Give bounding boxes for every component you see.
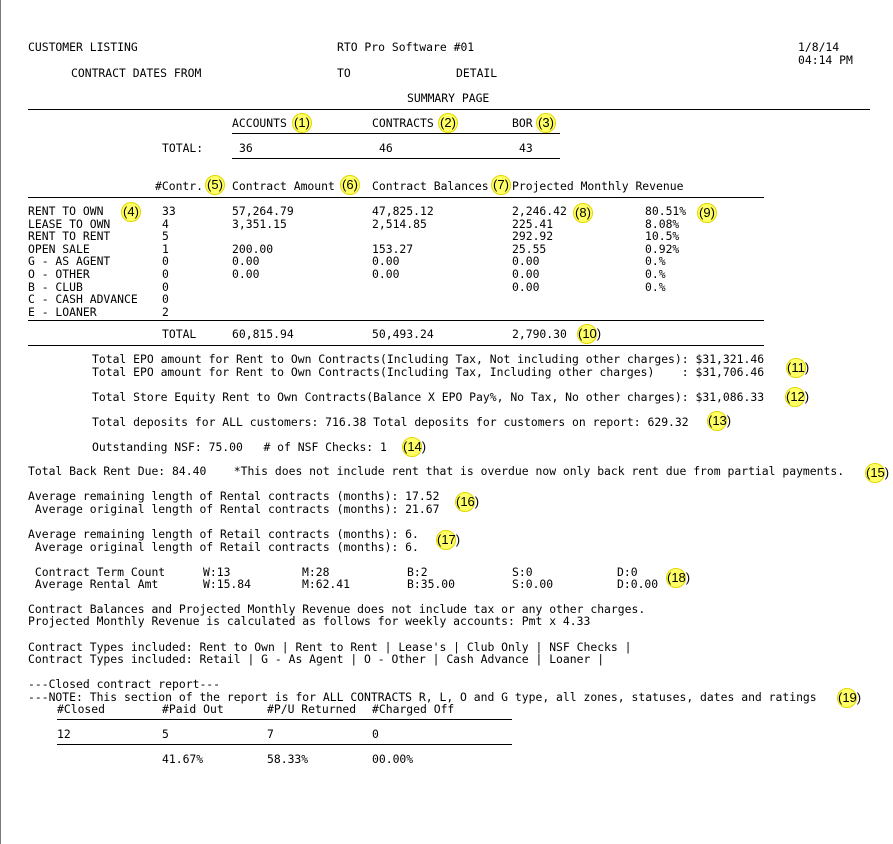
row-balance: 0.00 xyxy=(372,267,400,281)
callout-badge-10: (10) xyxy=(577,324,597,344)
row-type: RENT TO OWN xyxy=(28,204,104,218)
row-type: B - CLUB xyxy=(28,279,83,294)
row-count: 0 xyxy=(162,279,169,294)
callout-badge-18: (18) xyxy=(666,568,686,588)
page-left-border xyxy=(0,0,1,844)
callout-badge-16: (16) xyxy=(455,492,475,512)
note-balances: Contract Balances and Projected Monthly Revenue does not include tax or any other charges. xyxy=(28,602,646,616)
charged-off-percent: 00.00% xyxy=(372,752,414,766)
avg-rental-m: M:62.41 xyxy=(302,577,351,591)
bor-value: 43 xyxy=(519,141,533,155)
term-count-d: D:0 xyxy=(617,565,638,579)
row-amount: 0.00 xyxy=(232,254,260,269)
software-name: RTO Pro Software #01 xyxy=(337,40,475,54)
contract-types-1: Contract Types included: Rent to Own | Rent to Rent | Lease's | Club Only | NSF Checks | xyxy=(28,640,632,654)
row-type: E - LOANER xyxy=(28,304,97,319)
store-equity-line: Total Store Equity Rent to Own Contracts(Balance X EPO Pay%, No Tax, No other charges): $31,086.33 xyxy=(92,390,765,404)
callout-badge-5: (5) xyxy=(205,175,225,195)
totals-label: TOTAL: xyxy=(162,141,204,155)
header-divider xyxy=(28,109,870,110)
totals-header-underline xyxy=(232,133,560,134)
row-revenue: 0.00 xyxy=(512,267,540,281)
callout-badge-6: (6) xyxy=(340,175,360,195)
epo-including-tax-not-other: Total EPO amount for Rent to Own Contracts(Including Tax, Not including other charges): $31,321.46 xyxy=(92,352,765,366)
avg-rental-d: D:0.00 xyxy=(617,577,659,591)
row-type: LEASE TO OWN xyxy=(28,216,111,231)
row-count: 4 xyxy=(162,216,169,231)
callout-badge-13: (13) xyxy=(707,411,727,431)
row-balance: 153.27 xyxy=(372,241,414,256)
rental-original-line: Average original length of Rental contracts (months): 21.67 xyxy=(28,502,440,516)
nsf-line: Outstanding NSF: 75.00 # of NSF Checks: 1 xyxy=(92,440,387,454)
total-row-label: TOTAL xyxy=(162,327,197,341)
avg-rental-label: Average Rental Amt xyxy=(28,577,159,591)
pu-returned-percent: 58.33% xyxy=(267,752,309,766)
detail-label: DETAIL xyxy=(456,66,498,80)
paid-out-percent: 41.67% xyxy=(162,752,204,766)
callout-badge-8: (8) xyxy=(573,203,593,223)
report-date: 1/8/14 xyxy=(798,40,840,54)
closed-header-underline xyxy=(57,719,512,720)
bor-header: BOR xyxy=(512,116,533,130)
deposits-line: Total deposits for ALL customers: 716.38 Total deposits for customers on report: 629.32 xyxy=(92,415,689,429)
row-count: 33 xyxy=(162,204,176,218)
retail-original-line: Average original length of Retail contracts (months): 6. xyxy=(28,540,419,554)
total-row-revenue: 2,790.30 xyxy=(512,327,567,341)
total-row-balance: 50,493.24 xyxy=(372,327,434,341)
row-revenue: 25.55 xyxy=(512,241,547,256)
report-time: 04:14 PM xyxy=(798,53,853,67)
back-rent-line: Total Back Rent Due: 84.40 *This does not include rent that is overdue now only back rent due from partial payments. xyxy=(28,464,845,478)
callout-badge-2: (2) xyxy=(438,113,458,133)
term-count-b: B:2 xyxy=(407,565,428,579)
retail-remaining-line: Average remaining length of Retail contracts (months): 6. xyxy=(28,527,419,541)
term-count-w: W:13 xyxy=(203,565,231,579)
callout-badge-7: (7) xyxy=(491,175,511,195)
row-count: 0 xyxy=(162,292,169,307)
term-count-m: M:28 xyxy=(302,565,330,579)
row-type: OPEN SALE xyxy=(28,241,90,256)
row-type: RENT TO RENT xyxy=(28,229,111,244)
closed-report-title: ---Closed contract report--- xyxy=(28,677,221,691)
row-revenue: 0.00 xyxy=(512,279,540,294)
total-row-amount: 60,815.94 xyxy=(232,327,294,341)
to-label: TO xyxy=(337,66,351,80)
row-count: 0 xyxy=(162,267,169,281)
row-revenue: 225.41 xyxy=(512,216,554,231)
charged-off-value: 0 xyxy=(372,727,379,741)
closed-header: #Closed xyxy=(57,702,106,716)
callout-badge-14: (14) xyxy=(402,437,422,457)
paid-out-value: 5 xyxy=(162,727,169,741)
row-revenue: 0.00 xyxy=(512,254,540,269)
accounts-value: 36 xyxy=(239,141,253,155)
closed-value-underline xyxy=(57,744,512,745)
term-count-s: S:0 xyxy=(512,565,533,579)
row-percent: 0.92% xyxy=(645,241,680,256)
callout-badge-19: (19) xyxy=(837,688,857,708)
table-header-underline xyxy=(28,197,764,198)
contract-dates-label: CONTRACT DATES FROM xyxy=(71,66,202,80)
row-amount: 200.00 xyxy=(232,241,274,256)
report-title: CUSTOMER LISTING xyxy=(28,40,138,54)
avg-rental-b: B:35.00 xyxy=(407,577,456,591)
row-percent: 80.51% xyxy=(645,204,687,218)
contract-amount-header: Contract Amount xyxy=(232,179,335,193)
row-count: 5 xyxy=(162,229,169,244)
row-percent: 0.% xyxy=(645,267,666,281)
row-count: 1 xyxy=(162,241,169,256)
avg-rental-s: S:0.00 xyxy=(512,577,554,591)
callout-badge-15: (15) xyxy=(865,463,885,483)
row-amount: 3,351.15 xyxy=(232,216,287,231)
note-projected: Projected Monthly Revenue is calculated as follows for weekly accounts: Pmt x 4.33 xyxy=(28,614,591,628)
callout-badge-3: (3) xyxy=(536,113,556,133)
callout-badge-11: (11) xyxy=(786,358,806,378)
row-balance: 47,825.12 xyxy=(372,204,434,218)
accounts-header: ACCOUNTS xyxy=(232,116,287,130)
row-percent: 10.5% xyxy=(645,229,680,244)
row-amount: 57,264.79 xyxy=(232,204,294,218)
row-count: 0 xyxy=(162,254,169,269)
row-type: C - CASH ADVANCE xyxy=(28,292,138,307)
term-count-label: Contract Term Count xyxy=(28,565,166,579)
row-balance: 2,514.85 xyxy=(372,216,427,231)
paid-out-header: #Paid Out xyxy=(162,702,224,716)
row-percent: 8.08% xyxy=(645,216,680,231)
row-percent: 0.% xyxy=(645,254,666,269)
avg-rental-w: W:15.84 xyxy=(203,577,252,591)
pu-returned-value: 7 xyxy=(267,727,274,741)
closed-report-note: ---NOTE: This section of the report is for ALL CONTRACTS R, L, O and G type, all zones, statuses, dates and ratings xyxy=(28,690,817,704)
charged-off-header: #Charged Off xyxy=(372,702,455,716)
contracts-header: CONTRACTS xyxy=(372,116,434,130)
contract-types-2: Contract Types included: Retail | G - As Agent | O - Other | Cash Advance | Loaner | xyxy=(28,652,605,666)
callout-badge-1: (1) xyxy=(292,113,312,133)
table-total-underline xyxy=(28,345,764,346)
callout-badge-4: (4) xyxy=(121,202,141,222)
pu-returned-header: #P/U Returned xyxy=(267,702,357,716)
callout-badge-17: (17) xyxy=(436,530,456,550)
row-amount: 0.00 xyxy=(232,267,260,281)
row-type: O - OTHER xyxy=(28,267,90,281)
row-type: G - AS AGENT xyxy=(28,254,111,269)
callout-badge-12: (12) xyxy=(785,387,805,407)
contract-balances-header: Contract Balances xyxy=(372,179,489,193)
contr-count-header: #Contr. xyxy=(155,179,204,193)
table-body-underline xyxy=(28,320,764,321)
row-count: 2 xyxy=(162,304,169,319)
summary-page-label: SUMMARY PAGE xyxy=(407,91,490,105)
row-revenue: 292.92 xyxy=(512,229,554,244)
totals-value-underline xyxy=(232,158,560,159)
row-balance: 0.00 xyxy=(372,254,400,269)
callout-badge-9: (9) xyxy=(697,203,717,223)
row-revenue: 2,246.42 xyxy=(512,204,567,218)
projected-revenue-header: Projected Monthly Revenue xyxy=(512,179,684,193)
epo-including-tax-other: Total EPO amount for Rent to Own Contracts(Including Tax, Including other charges) : $31,706.46 xyxy=(92,365,765,379)
row-percent: 0.% xyxy=(645,279,666,294)
contracts-value: 46 xyxy=(379,141,393,155)
closed-value: 12 xyxy=(57,727,71,741)
rental-remaining-line: Average remaining length of Rental contracts (months): 17.52 xyxy=(28,489,440,503)
